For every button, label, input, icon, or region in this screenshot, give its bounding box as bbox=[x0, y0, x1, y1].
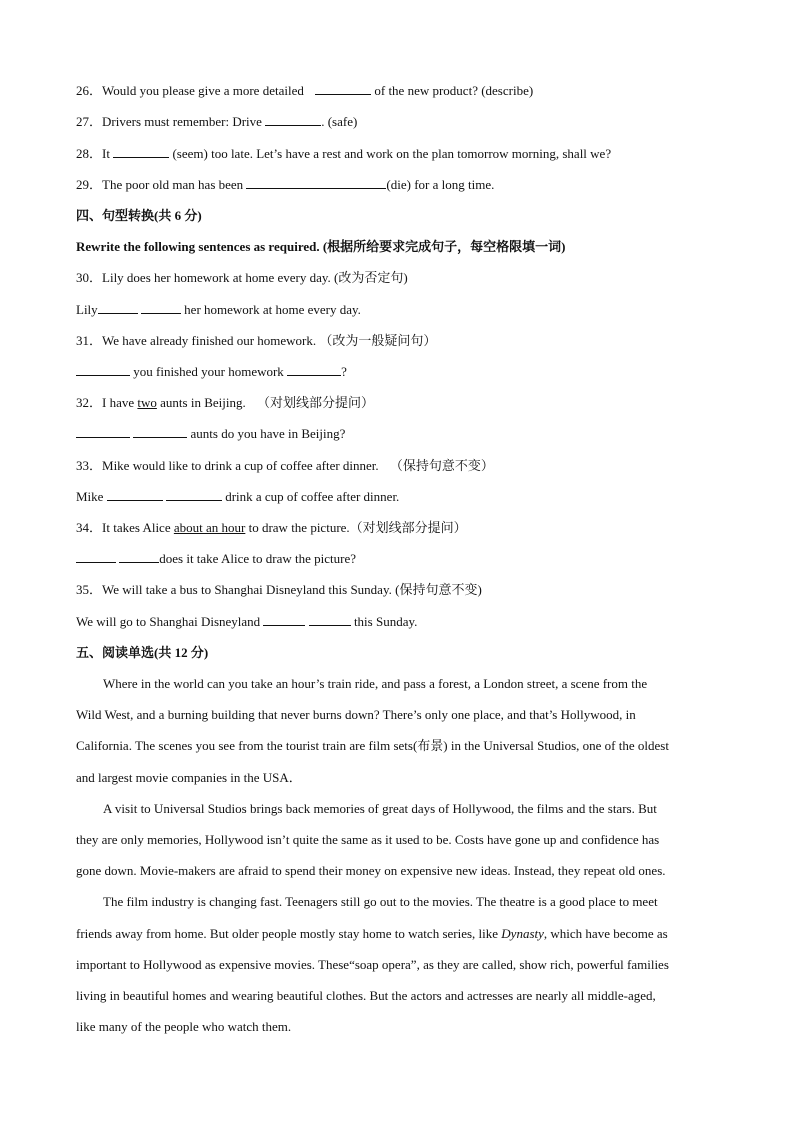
section-4-title: 四、句型转换(共 6 分) bbox=[76, 208, 202, 223]
question-text: I have bbox=[102, 395, 135, 410]
answer-text: Lily bbox=[76, 302, 98, 317]
section-4-instruction: Rewrite the following sentences as required. (根据所给要求完成句子，每空格限填一词) bbox=[76, 239, 566, 254]
question-number: 30． bbox=[76, 270, 103, 285]
passage-line: gone down. Movie-makers are afraid to spend their money on expensive new ideas. Instead, they repeat old ones. bbox=[76, 863, 666, 878]
passage-line: A visit to Universal Studios brings back memories of great days of Hollywood, the films and the stars. But bbox=[103, 801, 657, 816]
passage-line: California. The scenes you see from the tourist train are film sets(布景) in the Universal Studios, one of the oldest bbox=[76, 738, 669, 753]
question-text: It takes Alice bbox=[102, 520, 171, 535]
answer-blank[interactable] bbox=[119, 550, 159, 563]
answer-blank[interactable] bbox=[76, 425, 130, 438]
answer-blank[interactable] bbox=[76, 363, 130, 376]
question-number: 33． bbox=[76, 458, 103, 473]
question-text: to draw the picture. bbox=[248, 520, 350, 535]
answer-31 bbox=[76, 363, 736, 381]
answer-blank[interactable] bbox=[76, 550, 116, 563]
question-30 bbox=[76, 269, 736, 287]
passage-text: , which have become as bbox=[543, 926, 668, 941]
answer-blank[interactable] bbox=[265, 113, 321, 126]
answer-blank[interactable] bbox=[263, 613, 305, 626]
answer-blank[interactable] bbox=[287, 363, 341, 376]
answer-text: her homework at home every day. bbox=[184, 302, 361, 317]
question-text: We have already finished our homework. （改为一般疑问句） bbox=[102, 333, 437, 348]
answer-text: this Sunday. bbox=[353, 614, 418, 629]
question-35 bbox=[76, 581, 736, 599]
underlined-phrase: about an hour bbox=[173, 520, 246, 535]
answer-text: We will go to Shanghai Disneyland bbox=[76, 614, 261, 629]
instruction-note: （对划线部分提问） bbox=[256, 395, 374, 410]
answer-33 bbox=[76, 488, 736, 506]
question-33 bbox=[76, 457, 736, 475]
question-34 bbox=[76, 519, 736, 537]
question-26 bbox=[76, 82, 736, 100]
question-29 bbox=[76, 176, 736, 194]
question-text: (seem) too late. Let’s have a rest and work on the plan tomorrow morning, shall we? bbox=[172, 146, 612, 161]
question-number: 34． bbox=[76, 520, 103, 535]
answer-text: ? bbox=[341, 364, 347, 379]
question-number: 32． bbox=[76, 395, 103, 410]
instruction-note: （保持句意不变） bbox=[389, 458, 494, 473]
question-text: Drivers must remember: Drive bbox=[102, 114, 262, 129]
passage-line: important to Hollywood as expensive movies. These“soap opera”, as they are called, show rich, powerful families bbox=[76, 957, 669, 972]
answer-text: does it take Alice to draw the picture? bbox=[159, 551, 356, 566]
passage-line bbox=[76, 925, 736, 943]
question-text: Mike would like to drink a cup of coffee after dinner. bbox=[102, 458, 379, 473]
question-text: aunts in Beijing. bbox=[160, 395, 246, 410]
question-text: Lily does her homework at home every day. (改为否定句) bbox=[102, 270, 408, 285]
section-5-title: 五、阅读单选(共 12 分) bbox=[76, 645, 209, 660]
question-27 bbox=[76, 113, 736, 131]
passage-line: like many of the people who watch them. bbox=[76, 1019, 292, 1034]
question-text: (die) for a long time. bbox=[386, 177, 495, 192]
series-title: Dynasty bbox=[501, 926, 544, 941]
question-text: of the new product? (describe) bbox=[374, 83, 534, 98]
passage-line: they are only memories, Hollywood isn’t quite the same as it used to be. Costs have gone up and confidence has bbox=[76, 832, 660, 847]
question-number: 26． bbox=[76, 83, 103, 98]
answer-35 bbox=[76, 613, 736, 631]
question-text: It bbox=[102, 146, 110, 161]
answer-text: drink a cup of coffee after dinner. bbox=[225, 489, 400, 504]
passage-line: Where in the world can you take an hour’s train ride, and pass a forest, a London street, a scene from the bbox=[103, 676, 648, 691]
question-text: Would you please give a more detailed bbox=[102, 83, 304, 98]
question-text: . (safe) bbox=[321, 114, 358, 129]
passage-text: friends away from home. But older people mostly stay home to watch series, like bbox=[76, 926, 499, 941]
answer-blank[interactable] bbox=[133, 425, 187, 438]
question-28 bbox=[76, 145, 736, 163]
question-number: 28． bbox=[76, 146, 103, 161]
answer-text: aunts do you have in Beijing? bbox=[190, 426, 346, 441]
passage-line: living in beautiful homes and wearing beautiful clothes. But the actors and actresses are nearly all middle-aged, bbox=[76, 988, 656, 1003]
question-number: 31． bbox=[76, 333, 103, 348]
answer-blank[interactable] bbox=[98, 301, 138, 314]
answer-34 bbox=[76, 550, 736, 568]
answer-30 bbox=[76, 301, 736, 319]
question-32 bbox=[76, 394, 736, 412]
answer-blank[interactable] bbox=[141, 301, 181, 314]
answer-blank[interactable] bbox=[107, 488, 163, 501]
answer-32 bbox=[76, 425, 736, 443]
underlined-phrase: two bbox=[137, 395, 157, 410]
passage-line: and largest movie companies in the USA． bbox=[76, 770, 302, 785]
passage-line: The film industry is changing fast. Teenagers still go out to the movies. The theatre is a good place to meet bbox=[103, 894, 658, 909]
answer-blank[interactable] bbox=[166, 488, 222, 501]
passage-line: Wild West, and a burning building that never burns down? There’s only one place, and that’s Hollywood, in bbox=[76, 707, 636, 722]
answer-blank[interactable] bbox=[315, 82, 371, 95]
question-number: 35． bbox=[76, 582, 103, 597]
answer-blank[interactable] bbox=[309, 613, 351, 626]
instruction-note: （对划线部分提问） bbox=[349, 520, 467, 535]
question-number: 27． bbox=[76, 114, 103, 129]
question-text: We will take a bus to Shanghai Disneyland this Sunday. (保持句意不变) bbox=[102, 582, 482, 597]
answer-text: Mike bbox=[76, 489, 104, 504]
question-31 bbox=[76, 332, 736, 350]
answer-text: you finished your homework bbox=[133, 364, 284, 379]
question-text: The poor old man has been bbox=[102, 177, 244, 192]
answer-blank[interactable] bbox=[246, 176, 386, 189]
answer-blank[interactable] bbox=[113, 145, 169, 158]
question-number: 29． bbox=[76, 177, 103, 192]
